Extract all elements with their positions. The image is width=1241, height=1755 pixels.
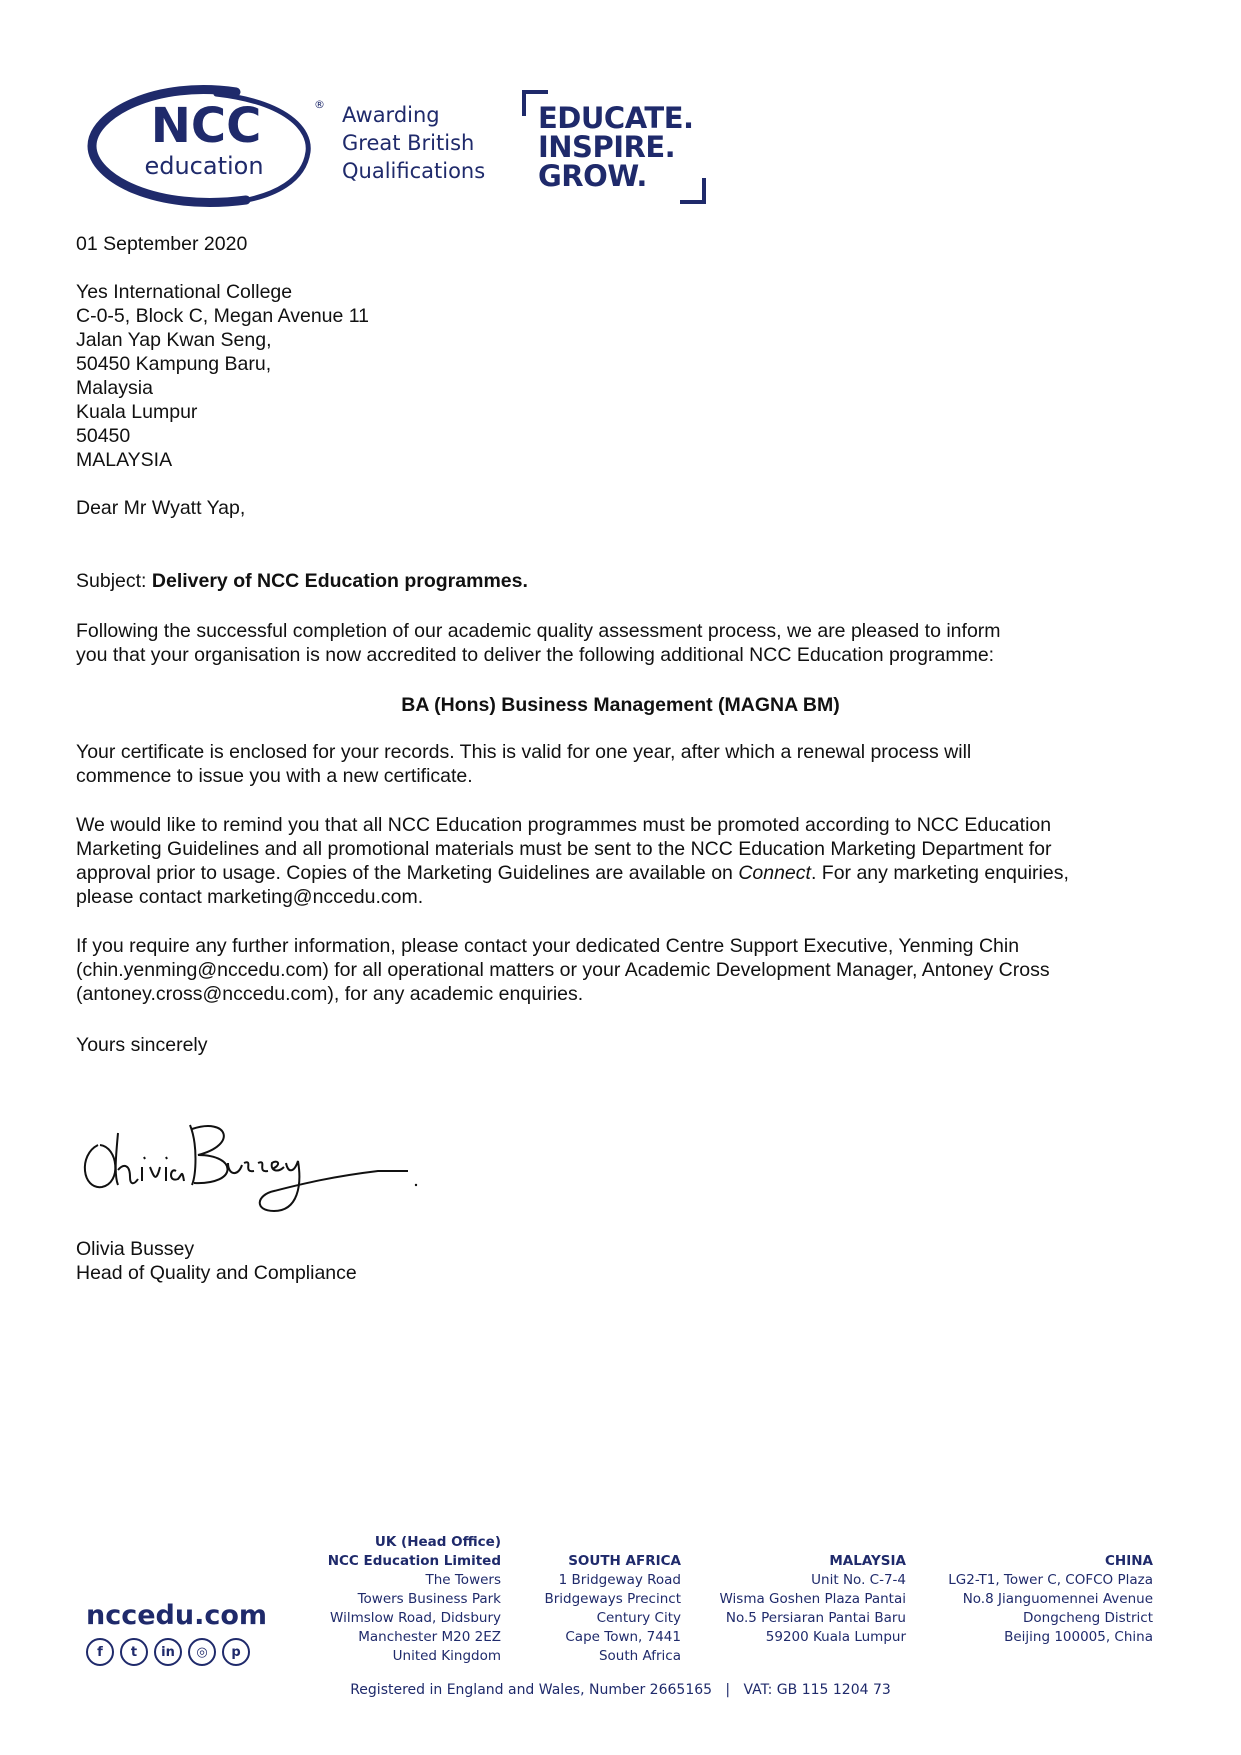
office-line: South Africa (598, 1648, 681, 1664)
address-line: Yes International College (76, 281, 293, 303)
slogan-bracket-bottom (680, 178, 706, 204)
office-line: LG2-T1, Tower C, COFCO Plaza (948, 1572, 1153, 1588)
office-line: Manchester M20 2EZ (358, 1629, 501, 1645)
office-line: 1 Bridgeway Road (558, 1572, 681, 1588)
programme-title: BA (Hons) Business Management (MAGNA BM) (401, 694, 840, 716)
registration-info: Registered in England and Wales, Number 2665165 | VAT: GB 115 1204 73 (350, 1682, 891, 1698)
paragraph-line (76, 861, 1069, 885)
social-icons (86, 1638, 250, 1666)
office-line: No.5 Persiaran Pantai Baru (725, 1610, 906, 1626)
text-fragment: . For any marketing enquiries, (810, 862, 1069, 884)
office-malaysia (719, 1552, 906, 1647)
address-line: C-0-5, Block C, Megan Avenue 11 (76, 305, 370, 327)
instagram-icon[interactable]: ◎ (188, 1638, 216, 1666)
signer-title: Head of Quality and Compliance (76, 1262, 357, 1284)
paragraph-marketing (76, 813, 1069, 909)
office-heading: MALAYSIA (829, 1553, 906, 1569)
address-line: 50450 Kampung Baru, (76, 353, 272, 375)
address-line: Malaysia (76, 377, 153, 399)
slogan (538, 101, 694, 193)
office-heading: UK (Head Office) (374, 1534, 501, 1550)
registered-mark: ® (314, 98, 325, 111)
connect-link-text: Connect (738, 862, 811, 884)
awarding-tagline (342, 101, 485, 185)
office-south-africa (544, 1552, 681, 1666)
facebook-icon[interactable]: f (86, 1638, 114, 1666)
office-heading: SOUTH AFRICA (568, 1553, 681, 1569)
awarding-line: Great British (342, 131, 475, 155)
subject-label: Subject: (76, 570, 147, 592)
pinterest-icon[interactable]: p (222, 1638, 250, 1666)
paragraph-line: If you require any further information, please contact your dedicated Centre Support Executive, Yenming Chin (76, 935, 1020, 957)
office-line: Beijing 100005, China (1004, 1629, 1153, 1645)
subject-text: Delivery of NCC Education programmes. (151, 570, 528, 592)
address-line: Kuala Lumpur (76, 401, 198, 423)
office-line: Cape Town, 7441 (565, 1629, 681, 1645)
paragraph-line: Your certificate is enclosed for your records. This is valid for one year, after which a renewal process will (76, 741, 972, 763)
office-line: Wisma Goshen Plaza Pantai (719, 1591, 906, 1607)
office-uk (328, 1533, 501, 1666)
office-line: Towers Business Park (357, 1591, 501, 1607)
paragraph-line: Marketing Guidelines and all promotional materials must be sent to the NCC Education Marketing Department for (76, 838, 1052, 860)
awarding-line: Awarding (342, 103, 440, 127)
linkedin-icon[interactable]: in (154, 1638, 182, 1666)
text-fragment: approval prior to usage. Copies of the Marketing Guidelines are available on (76, 862, 739, 884)
address-line: Jalan Yap Kwan Seng, (76, 329, 272, 351)
paragraph-contacts (76, 934, 1050, 1006)
office-china (948, 1552, 1153, 1647)
recipient-address (76, 280, 369, 472)
handwritten-signature (78, 1115, 418, 1215)
ncc-education-logo (86, 84, 326, 208)
letter-date: 01 September 2020 (76, 233, 248, 255)
address-line: MALAYSIA (76, 449, 173, 471)
twitter-icon[interactable]: t (120, 1638, 148, 1666)
office-line: Unit No. C-7-4 (811, 1572, 906, 1588)
slogan-line: INSPIRE. (538, 130, 676, 164)
logo-subtext: education (144, 152, 264, 180)
office-line: Wilmslow Road, Didsbury (330, 1610, 501, 1626)
paragraph-line: you that your organisation is now accredited to deliver the following additional NCC Education programme: (76, 644, 995, 666)
paragraph-line: Following the successful completion of our academic quality assessment process, we are pleased to inform (76, 620, 1001, 642)
office-line: Century City (596, 1610, 681, 1626)
website-link[interactable]: nccedu.com (86, 1600, 268, 1631)
office-line: No.8 Jianguomennei Avenue (962, 1591, 1153, 1607)
office-heading: CHINA (1105, 1553, 1153, 1569)
awarding-line: Qualifications (342, 159, 486, 183)
paragraph-line: please contact marketing@nccedu.com. (76, 886, 424, 908)
subject-line (76, 569, 528, 593)
paragraph-line: commence to issue you with a new certificate. (76, 765, 473, 787)
paragraph-line: (chin.yenming@nccedu.com) for all operational matters or your Academic Development Manager, Antoney Cross (76, 959, 1050, 981)
office-line: 59200 Kuala Lumpur (765, 1629, 906, 1645)
office-line: The Towers (425, 1572, 501, 1588)
paragraph-line: We would like to remind you that all NCC Education programmes must be promoted according to NCC Education (76, 814, 1052, 836)
slogan-line: EDUCATE. (538, 101, 694, 135)
office-line: United Kingdom (392, 1648, 501, 1664)
salutation: Dear Mr Wyatt Yap, (76, 497, 246, 519)
address-line: 50450 (76, 425, 131, 447)
paragraph-certificate (76, 740, 971, 788)
signer-name: Olivia Bussey (76, 1238, 195, 1260)
slogan-line: GROW. (538, 159, 647, 193)
paragraph-accreditation (76, 619, 1001, 667)
office-line: Dongcheng District (1023, 1610, 1153, 1626)
closing: Yours sincerely (76, 1034, 208, 1056)
office-line: Bridgeways Precinct (544, 1591, 681, 1607)
logo-text: NCC (150, 98, 262, 154)
signer-block (76, 1237, 357, 1285)
office-heading: NCC Education Limited (327, 1553, 501, 1569)
paragraph-line: (antoney.cross@nccedu.com), for any academic enquiries. (76, 983, 584, 1005)
